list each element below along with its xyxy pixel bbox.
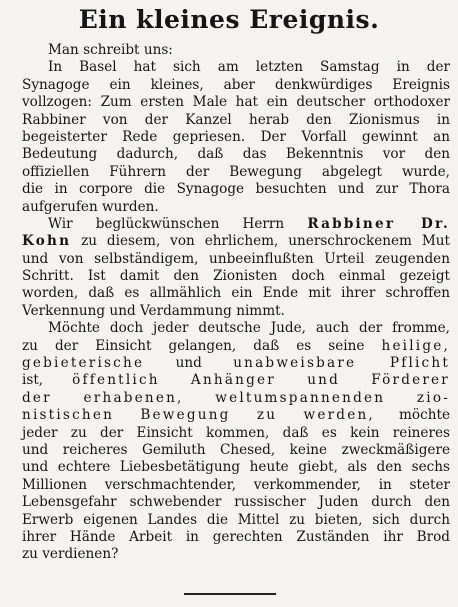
- text-line: [22, 338, 450, 355]
- text-line: Lebensgefahr schwebender russischer Juden durch den: [22, 494, 450, 511]
- text-run: ist,: [22, 372, 44, 389]
- paragraph-1: [22, 59, 450, 216]
- spaced-emphasis: heilige,: [381, 337, 450, 354]
- text-line: Millionen verschmachtender, verkommender, in steter: [22, 476, 450, 493]
- spaced-emphasis: Kohn: [22, 233, 72, 250]
- text-line: [22, 372, 450, 389]
- section-divider: [184, 593, 276, 595]
- text-line: und echtere Liebesbetätigung heute giebt, als den sechs: [22, 459, 450, 476]
- text-line: [22, 233, 450, 250]
- text-line: [22, 355, 450, 372]
- text-line: die in corpore die Synagoge besuchten und zur Thora: [22, 181, 450, 198]
- text-line: vollzogen: Zum ersten Male hat ein deutscher orthodoxer: [22, 94, 450, 111]
- paragraph-3: [22, 320, 450, 563]
- text-line: [22, 407, 450, 424]
- article-title: Ein kleines Ereignis.: [78, 5, 380, 34]
- text-line: aufgerufen wurden.: [22, 198, 159, 215]
- text-line: Erwerb eigenen Landes die Mittel zu bieten, sich durch: [22, 511, 450, 528]
- spaced-emphasis: öffentlich Anhänger und Förderer: [72, 372, 450, 389]
- text-line: Verkennung und Verdammung nimmt.: [22, 302, 285, 319]
- article-body: [22, 42, 450, 564]
- spaced-emphasis: nistischen Bewegung zu werden,: [22, 407, 375, 424]
- text-line: jeder zu der Einsicht kommen, daß es kein reineres: [22, 424, 450, 441]
- text-line: Synagoge ein kleines, aber denkwürdiges Ereignis: [22, 76, 450, 93]
- text-line: In Basel hat sich am letzten Samstag in der: [48, 59, 450, 76]
- spaced-emphasis: gebieterische: [22, 355, 145, 372]
- text-run: zu diesem, von ehrlichem, unerschrockenem Mut: [81, 233, 451, 250]
- text-run: Wir beglückwünschen Herrn: [48, 215, 285, 232]
- text-line: offiziellen Führern der Bewegung abgelegt wurde,: [22, 163, 450, 180]
- text-line: Schritt. Ist damit den Zionisten doch einmal gezeigt: [22, 268, 450, 285]
- spaced-emphasis: unabweisbare Pflicht: [233, 355, 450, 372]
- text-line: und reicheres Gemiluth Chesed, keine zweckmäßigere: [22, 441, 450, 458]
- paragraph-2: [22, 216, 450, 320]
- text-line: [22, 390, 450, 407]
- text-line: und von selbständigem, unbeeinflußten Urteil zeugenden: [22, 250, 450, 267]
- intro-line: Man schreibt uns:: [48, 42, 173, 58]
- text-line: [22, 216, 450, 233]
- text-line: Möchte doch jeder deutsche Jude, auch der fromme,: [48, 320, 450, 337]
- spaced-emphasis: Rabbiner Dr.: [307, 215, 450, 232]
- text-line: zu verdienen?: [22, 546, 119, 563]
- text-line: begeisterter Rede gepriesen. Der Vorfall gewinnt an: [22, 128, 450, 145]
- text-line: Rabbiner von der Kanzel herab den Zionismus in: [22, 111, 450, 128]
- text-run: zu der Einsicht gelangen, daß es seine: [22, 337, 365, 354]
- text-run: möchte: [399, 407, 450, 424]
- spaced-emphasis: der erhabenen, weltumspannenden zio-: [22, 389, 450, 406]
- text-line: Bedeutung dadurch, daß das Bekenntnis vor den: [22, 146, 450, 163]
- text-line: ihrer Hände Arbeit in gerechten Zuständen ihr Brod: [22, 528, 450, 545]
- text-run: und: [175, 355, 202, 372]
- text-line: worden, daß es allmählich ein Ende mit ihrer schroffen: [22, 285, 450, 302]
